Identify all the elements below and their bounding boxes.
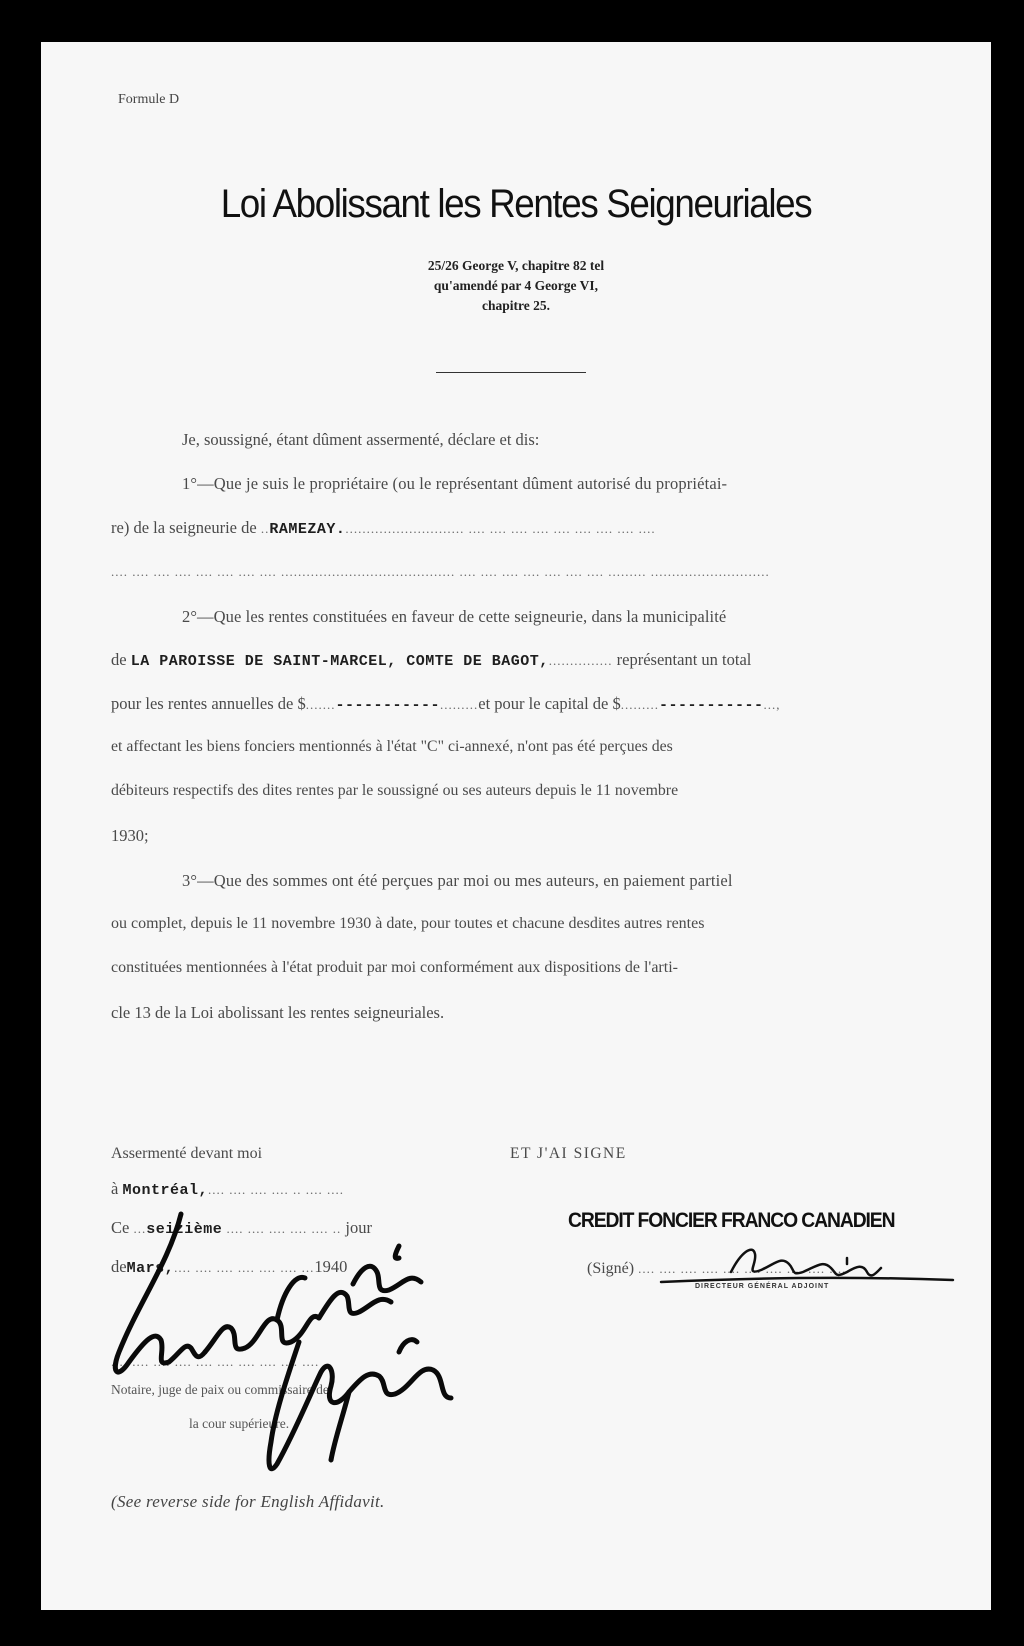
signature-label: ET J'AI SIGNE (510, 1145, 627, 1162)
fill-dots: .... .... .... .... .... .. (222, 1221, 342, 1236)
statute-line-1: 25/26 George V, chapitre 82 tel (427, 258, 605, 273)
blank-line: .... .... .... .... .... .... .... .... ......................................... .... .... .... .... .... .... .... ......... ............................ (111, 564, 770, 579)
notary-signature (99, 1202, 479, 1502)
de-month-label: de (111, 1257, 127, 1276)
de-label: de (111, 650, 127, 669)
signe-label: (Signé) (587, 1260, 635, 1277)
fill-dots: .... .... .... .... .... .... ... (174, 1260, 315, 1275)
municipalite-value: LA PAROISSE DE SAINT-MARCEL, COMTE DE BAGOT, (130, 653, 549, 670)
day-value: seizième (146, 1221, 223, 1238)
fill-dots: ....... (305, 697, 336, 712)
reverse-side-note: (See reverse side for English Affidavit. (111, 1492, 385, 1511)
paragraph-1-line-1: 1°—Que je suis le propriétaire (ou le représentant dûment autorisé du propriétai- (182, 474, 728, 493)
title-stamp: DIRECTEUR GÉNÉRAL ADJOINT (695, 1283, 830, 1290)
company-stamp: CREDIT FONCIER FRANCO CANADIEN (568, 1209, 895, 1232)
capital-value: ----------- (659, 697, 764, 714)
paragraph-2-line-1: 2°—Que les rentes constituées en faveur de cette seigneurie, dans la municipalité (182, 607, 727, 626)
fill-dots: .... .... .... .... .... .... .... .... .... .... (638, 1261, 847, 1276)
document-title: Loi Abolissant les Rentes Seigneuriales (220, 182, 812, 226)
fill-dots: ......... (440, 697, 479, 712)
jour-label: jour (345, 1218, 372, 1237)
fill-dots: ..., (763, 697, 781, 712)
form-label: Formule D (118, 92, 180, 107)
a-label: à (111, 1179, 119, 1198)
paragraph-2-line-4: et affectant les biens fonciers mentionnés à l'état "C" ci-annexé, n'ont pas été perçues des (111, 738, 673, 755)
paragraph-3-line-4: cle 13 de la Loi abolissant les rentes seigneuriales. (111, 1003, 445, 1022)
paragraph-2-line-6: 1930; (111, 826, 149, 845)
paragraph-3-line-2: ou complet, depuis le 11 novembre 1930 à date, pour toutes et chacune desdites autres rentes (111, 915, 705, 932)
oath-label: Assermenté devant moi (111, 1145, 263, 1162)
paragraph-1-line-2 (111, 518, 656, 538)
paragraph-3-line-3: constituées mentionnées à l'état produit par moi conformément aux dispositions de l'arti- (111, 959, 678, 976)
capital-label: et pour le capital de $ (478, 694, 621, 713)
ce-label: Ce (111, 1218, 130, 1237)
officer-title-line-2: la cour supérieure. (189, 1416, 290, 1431)
fill-dots: ......... (620, 697, 659, 712)
fill-dots: ... (133, 1221, 147, 1236)
paragraph-3-line-1: 3°—Que des sommes ont été perçues par moi ou mes auteurs, en paiement partiel (182, 871, 733, 890)
intro-text: Je, soussigné, étant dûment assermenté, déclare et dis: (182, 430, 540, 449)
fill-dots: .. (260, 521, 270, 536)
fill-dots: ............................ .... .... .... .... .... .... .... .... .... (345, 521, 656, 536)
document-page (41, 42, 991, 1610)
seigneurie-label: re) de la seigneurie de (111, 518, 257, 537)
month-value: Mars, (126, 1260, 175, 1277)
statute-reference (41, 256, 991, 316)
paragraph-2-line-2 (111, 650, 751, 670)
fill-dots: .... .... .... .... .. .... .... (207, 1182, 344, 1197)
statute-line-3: chapitre 25. (482, 298, 550, 313)
fill-dots: ............... (548, 653, 613, 668)
officer-title-line-1: Notaire, juge de paix ou commissaire de (111, 1382, 329, 1397)
seigneurie-value: RAMEZAY. (269, 521, 346, 538)
statute-line-2: qu'amendé par 4 George VI, (433, 278, 599, 293)
rentes-annuelles-value: ----------- (335, 697, 441, 714)
place-value: Montréal, (122, 1182, 208, 1199)
title-divider (436, 372, 586, 373)
rentes-label: pour les rentes annuelles de $ (111, 694, 306, 713)
year-value: 1940 (314, 1257, 348, 1276)
officer-signature-line: .... .... .... .... .... .... .... .... .... .... (111, 1354, 320, 1369)
total-label: représentant un total (616, 650, 752, 669)
paragraph-2-line-3 (111, 694, 781, 714)
oath-place-line (111, 1179, 344, 1199)
paragraph-2-line-5: débiteurs respectifs des dites rentes par le soussigné ou ses auteurs depuis le 11 novembre (111, 782, 679, 799)
